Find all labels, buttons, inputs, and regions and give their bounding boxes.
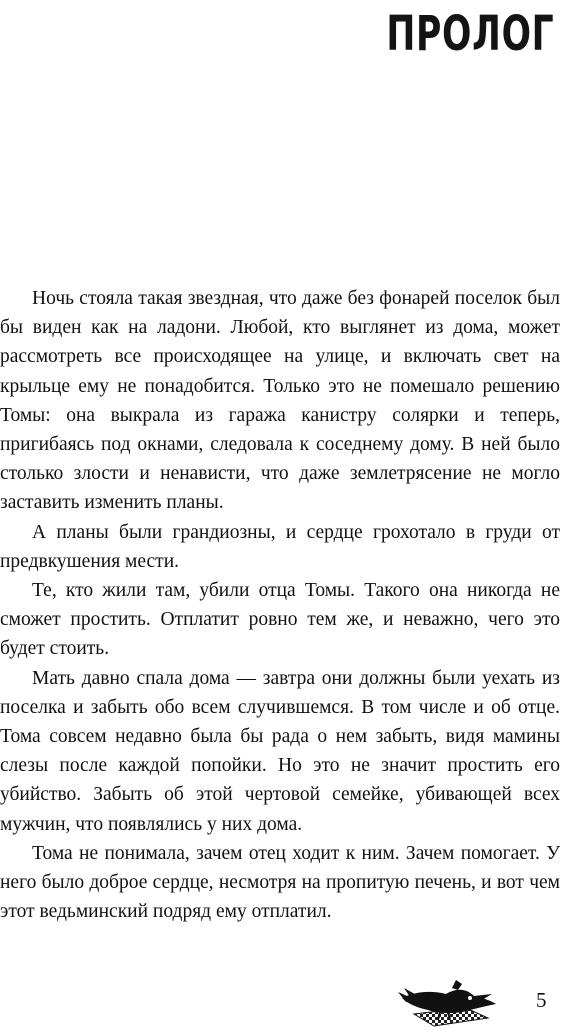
paragraph: А планы были грандиозны, и сердце грохотало в груди от предвкушения мести. [0,521,560,572]
chapter-title: ПРОЛОГ [385,6,554,62]
paragraph: Тома не понимала, зачем отец ходит к ним. Зачем помогает. У него было доброе сердце, несмотря на пропитую печень, и вот чем этот ведьминский подряд ему отплатил. [0,842,560,923]
body-text [0,284,560,926]
paragraph: Те, кто жили там, убили отца Томы. Такого она никогда не сможет простить. Отплатит ровно тем же, и неважно, чего это будет стоить. [0,580,560,660]
page-number: 5 [536,988,547,1012]
raven-ornament-icon [396,978,508,1028]
paragraph: Ночь стояла такая звездная, что даже без фонарей поселок был бы виден как на ладони. Любой, кто выглянет из дома, может рассмотреть все происходящее на улице, и включать свет на крыльце ему не понадобится. Только это не помешало решению Томы: она выкрала из гаража канистру солярки и теперь, пригибаясь под окнами, следовала к соседнему дому. В ней было столько злости и ненависти, что даже землетрясение не могло заставить изменить планы. [0,288,560,514]
paragraph: Мать давно спала дома — завтра они должны были уехать из поселка и забыть обо всем случившемся. В том числе и об отце. Тома совсем недавно была бы рада о нем забыть, видя мамины слезы после каждой попойки. Но это не значит простить его убийство. Забыть об этой чертовой семейке, убивающей всех мужчин, что появлялись у них дома. [0,667,560,835]
